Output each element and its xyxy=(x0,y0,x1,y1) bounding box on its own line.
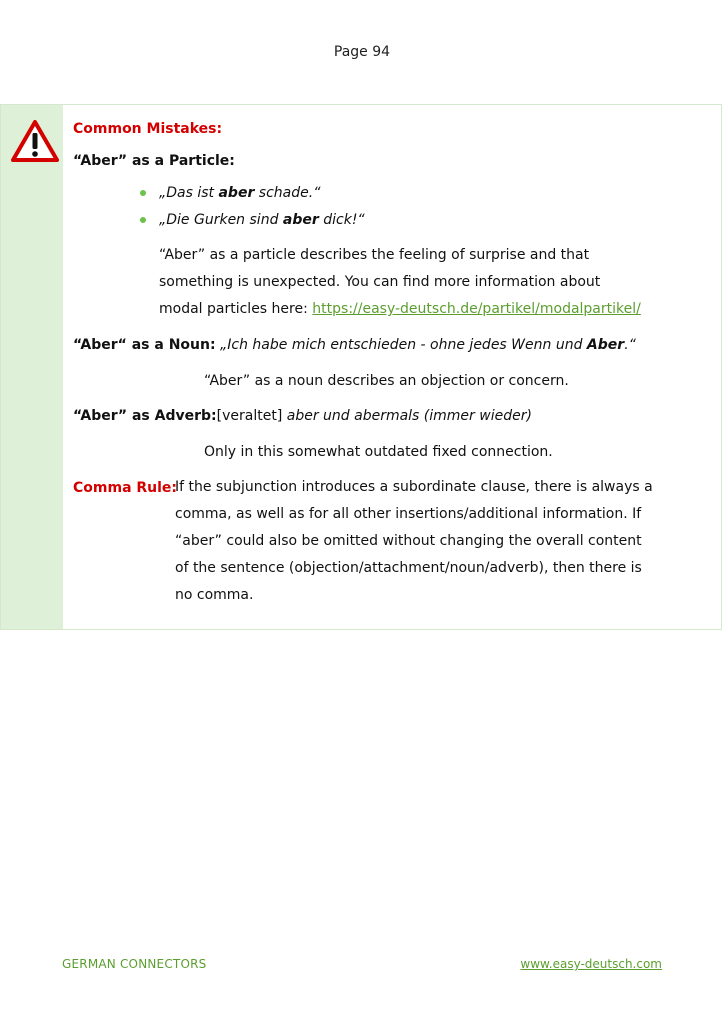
explanation-line: something is unexpected. You can find more information about xyxy=(159,274,601,290)
adverb-title: “Aber” as Adverb: xyxy=(73,408,217,424)
comma-rule-line: no comma. xyxy=(175,587,254,603)
example-keyword: aber xyxy=(282,212,319,228)
footer-website-link[interactable]: www.easy-deutsch.com xyxy=(520,957,662,971)
explanation-text: modal particles here: xyxy=(159,301,313,317)
example-text: „Die Gurken sind xyxy=(159,212,283,228)
adverb-line xyxy=(73,406,532,426)
footer-title: GERMAN CONNECTORS xyxy=(62,957,207,971)
comma-rule-title: Comma Rule: xyxy=(73,480,178,496)
notice-sidebar xyxy=(1,105,63,629)
example-text: schade.“ xyxy=(254,185,321,201)
comma-rule-text xyxy=(175,474,715,609)
bullet-dot xyxy=(140,217,146,223)
example-text: dick!“ xyxy=(318,212,365,228)
bullet-dot xyxy=(140,190,146,196)
common-mistakes-box xyxy=(0,104,722,630)
notice-content xyxy=(73,105,713,629)
adverb-explanation: Only in this somewhat outdated fixed connection. xyxy=(204,444,553,460)
example-keyword: aber xyxy=(218,185,255,201)
adverb-tag: [veraltet] xyxy=(216,408,287,424)
comma-rule-line: comma, as well as for all other insertions/additional information. If xyxy=(175,506,642,522)
example-text: „Ich habe mich entschieden - ohne jedes Wenn und xyxy=(220,337,587,353)
explanation-line: “Aber” as a particle describes the feeling of surprise and that xyxy=(159,247,590,263)
noun-explanation: “Aber” as a noun describes an objection or concern. xyxy=(204,373,569,389)
example-text: .“ xyxy=(624,337,636,353)
example-text: „Das ist xyxy=(159,185,219,201)
noun-title: “Aber“ as a Noun: xyxy=(73,337,216,353)
page-number: Page 94 xyxy=(333,44,391,60)
noun-line xyxy=(73,335,636,355)
comma-rule-line: If the subjunction introduces a subordinate clause, there is always a xyxy=(175,479,653,495)
particle-example-2 xyxy=(159,210,365,230)
adverb-example: aber und abermals (immer wieder) xyxy=(286,408,532,424)
warning-icon xyxy=(11,119,59,163)
comma-rule-line: “aber” could also be omitted without changing the overall content xyxy=(175,533,642,549)
particle-title: “Aber” as a Particle: xyxy=(73,153,235,169)
particle-example-1 xyxy=(159,183,320,203)
explanation-line xyxy=(159,296,719,323)
comma-rule-line: of the sentence (objection/attachment/noun/adverb), then there is xyxy=(175,560,642,576)
noun-example xyxy=(220,337,636,353)
example-keyword: Aber xyxy=(586,337,625,353)
particle-explanation xyxy=(159,242,719,323)
modal-particles-link[interactable]: https://easy-deutsch.de/partikel/modalpartikel/ xyxy=(312,301,641,317)
common-mistakes-heading: Common Mistakes: xyxy=(73,121,223,137)
